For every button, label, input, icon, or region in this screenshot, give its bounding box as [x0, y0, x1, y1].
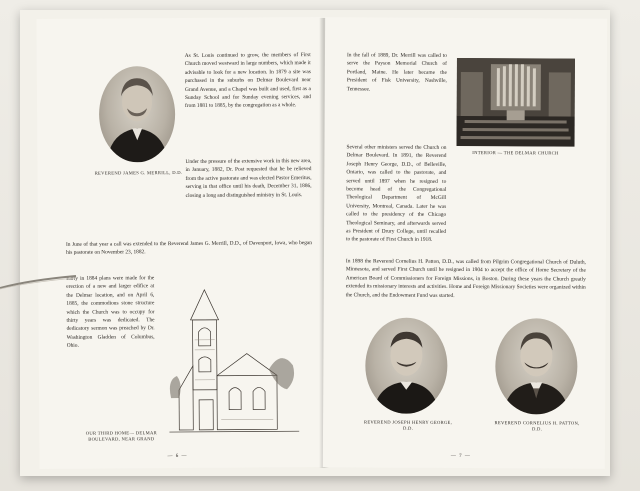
- portrait-merrill-image: [99, 66, 176, 163]
- left-paragraph-2: Under the pressure of the extensive work in this new area, in January, 1882, Dr. Post requested that he be relieved from the active pastorate and was elected Pastor Emeritus, serving in that office until his death, December 31, 1886, closing a long and distinguished ministry in St. Louis.: [185, 158, 312, 199]
- binding-thread: [0, 274, 78, 290]
- right-page: [323, 17, 607, 468]
- church-drawing: [168, 279, 299, 450]
- left-page-number: — 6 —: [167, 453, 188, 460]
- left-page: [36, 17, 323, 469]
- interior-photo: [457, 58, 575, 147]
- portrait-george: [365, 317, 448, 413]
- right-paragraph-2-start: Several other ministers served the Church on Delmar Boulevard. In 1891, the Reverend Joseph Henry George, D.D., of Belleville, Ontario, was called to the pastorate, and served until 1897 when he resigned to become head of the Congregational Theological Department of McGill University, Montreal, Canada. Later he was called to the presidency of the Chicago Theological Seminary, and afterwards served as President of Drury College, until recalled to the pastorate of First Church in 1918.: [345, 144, 447, 244]
- right-page-number: — 7 —: [450, 453, 471, 460]
- portrait-merrill-caption: REVEREND JAMES G. MERRILL, D.D.: [94, 169, 183, 176]
- interior-caption: INTERIOR — THE DELMAR CHURCH: [472, 150, 559, 156]
- interior-photo-image: [457, 58, 575, 147]
- portrait-merrill: [99, 66, 176, 163]
- left-paragraph-3: In June of that year a call was extended to the Reverend James G. Merrill, D.D., of Davenport, Iowa, who began his pastorate on November 23, 1882.: [65, 240, 313, 257]
- portrait-patton-image: [495, 318, 578, 414]
- church-illustration: [168, 279, 299, 450]
- portrait-george-caption: REVEREND JOSEPH HENRY GEORGE, D.D.: [363, 419, 453, 432]
- right-paragraph-3: In 1898 the Reverend Cornelius H. Patton, D.D., was called from Pilgrim Congregational Church of Duluth, Minnesota, and served First Church until he resigned in 1904 to accept the office of Home Secretary of the American Board of Commissioners for Foreign Missions, in Boston. During these years the Church greatly extended its missionary interests and activities. Home and Foreign Missionary Societies were organized within the Church, and the Endowment Fund was started.: [345, 258, 586, 299]
- portrait-george-image: [365, 317, 448, 413]
- left-paragraph-4: Early in 1884 plans were made for the erection of a new and larger edifice at the Delmar location, and on April 6, 1885, the commodious stone structure which the Church was to occupy for thirty years was dedicated. The dedicatory sermon was preached by Dr. Washington Gladden of Columbus, Ohio.: [66, 275, 155, 350]
- portrait-patton: [495, 318, 578, 414]
- portrait-patton-caption: REVEREND CORNELIUS H. PATTON, D.D.: [494, 420, 580, 432]
- open-booklet: [20, 10, 610, 476]
- right-paragraph-1: In the fall of 1889, Dr. Merrill was called to serve the Payson Memorial Church of Portland, Maine. He later became the President of Fisk University, Nashville, Tennessee.: [346, 52, 447, 93]
- church-caption: OUR THIRD HOME— DELMAR BOULEVARD, NEAR GRAND: [85, 430, 157, 443]
- left-paragraph-1: As St. Louis continued to grow, the members of First Church moved westward in large numbers, which made it advisable to look for a new location. In 1879 a site was purchased in the suburbs on Delmar Boulevard near Grand Avenue, and a Chapel was built and used, first as a Sunday School and for Sunday evening services, and from 1881 to 1885, by the congregation as a whole.: [184, 52, 312, 110]
